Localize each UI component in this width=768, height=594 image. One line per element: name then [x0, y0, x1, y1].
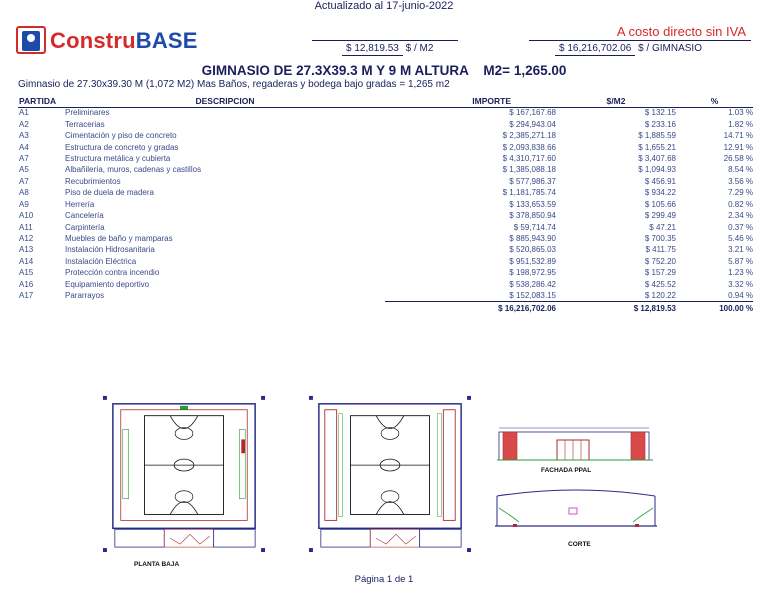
cell-partida: A17 — [19, 291, 34, 301]
cell-descripcion: Equipamiento deportivo — [65, 279, 150, 289]
cell-m2: $ 934.22 — [644, 188, 676, 198]
cell-descripcion: Estructura metálica y cubierta — [65, 153, 171, 163]
cell-m2: $ 456.91 — [644, 176, 676, 186]
cell-pct: 3.32 % — [728, 279, 753, 289]
cell-importe: $ 951,532.89 — [509, 256, 556, 266]
table-row — [18, 279, 753, 290]
cell-descripcion: Instalación Eléctrica — [65, 256, 137, 266]
cell-importe: $ 378,850.94 — [509, 211, 556, 221]
cell-partida: A7 — [19, 153, 29, 163]
total-pct: 100.00 % — [676, 301, 753, 315]
cell-empty — [18, 301, 65, 315]
cell-importe: $ 520,865.03 — [509, 245, 556, 255]
cell-partida: A13 — [19, 245, 34, 255]
cell-importe: $ 1,385,088.18 — [502, 165, 556, 175]
cell-descripcion: Carpintería — [65, 222, 105, 232]
cell-partida: A14 — [19, 256, 34, 266]
cell-partida: A16 — [19, 279, 34, 289]
kpi-cost-per-m2 — [342, 43, 433, 56]
cell-partida: A8 — [19, 188, 29, 198]
cell-descripcion: Instalación Hidrosanitaria — [65, 245, 155, 255]
table-row — [18, 244, 753, 255]
cell-m2: $ 3,407.68 — [638, 153, 676, 163]
kpi-total-cost-unit: $ / GIMNASIO — [638, 43, 702, 54]
cell-importe: $ 885,943.90 — [509, 234, 556, 244]
cell-partida: A4 — [19, 142, 29, 152]
cell-pct: 1.03 % — [728, 108, 753, 118]
cell-m2: $ 700.35 — [644, 234, 676, 244]
cost-note: A costo directo sin IVA — [616, 24, 746, 39]
total-importe: $ 16,216,702.06 — [385, 301, 556, 315]
budget-table-body — [18, 107, 753, 315]
cell-descripcion: Albañilería, muros, cadenas y castillos — [65, 165, 202, 175]
planta-alta-drawing — [306, 389, 474, 555]
corte-drawing — [493, 486, 659, 530]
cell-m2: $ 157.29 — [644, 268, 676, 278]
cell-m2: $ 132.15 — [644, 108, 676, 118]
cell-empty — [65, 301, 385, 315]
cell-descripcion: Cimentación y piso de concreto — [65, 131, 177, 141]
cell-importe: $ 1,181,785.74 — [502, 188, 556, 198]
cell-descripcion: Terracerias — [65, 119, 105, 129]
cell-m2: $ 233.16 — [644, 119, 676, 129]
cell-importe: $ 2,385,271.18 — [502, 131, 556, 141]
cell-pct: 2.34 % — [728, 211, 753, 221]
table-row — [18, 210, 753, 221]
table-row — [18, 107, 753, 118]
table-row — [18, 164, 753, 175]
cell-partida: A15 — [19, 268, 34, 278]
page-footer: Página 1 de 1 — [354, 574, 414, 585]
cell-pct: 0.37 % — [728, 222, 753, 232]
cell-pct: 0.94 % — [728, 290, 753, 300]
col-partida: PARTIDA — [18, 96, 65, 107]
kpi-total-rule — [529, 40, 751, 41]
table-row — [18, 141, 753, 152]
cell-pct: 5.46 % — [728, 234, 753, 244]
cell-partida: A2 — [19, 119, 29, 129]
table-row — [18, 221, 753, 232]
col-importe: IMPORTE — [385, 96, 556, 107]
cell-m2: $ 1,885.59 — [638, 131, 676, 141]
cell-importe: $ 294,943.04 — [509, 119, 556, 129]
cell-pct: 0.82 % — [728, 199, 753, 209]
cell-partida: A11 — [19, 222, 33, 232]
cell-partida: A1 — [19, 108, 29, 118]
cell-descripcion: Cancelería — [65, 211, 104, 221]
fachada-caption: FACHADA PPAL — [541, 467, 592, 474]
col-m2: $/M2 — [556, 96, 676, 107]
table-row — [18, 130, 753, 141]
cell-importe: $ 59,714.74 — [513, 222, 556, 232]
planta-baja-caption: PLANTA BAJA — [134, 561, 180, 568]
cell-m2: $ 752.20 — [644, 256, 676, 266]
cell-m2: $ 425.52 — [644, 279, 676, 289]
cell-descripcion: Recubrimientos — [65, 176, 121, 186]
cell-importe: $ 133,653.59 — [509, 199, 556, 209]
cell-m2: $ 47.21 — [649, 222, 676, 232]
cell-partida: A10 — [19, 211, 34, 221]
cell-importe: $ 2,093,838.66 — [502, 142, 556, 152]
cell-descripcion: Estructura de concreto y gradas — [65, 142, 179, 152]
cell-m2: $ 120.22 — [644, 290, 676, 300]
cell-importe: $ 167,167.68 — [509, 108, 556, 118]
kpi-cost-per-m2-unit: $ / M2 — [405, 43, 434, 54]
cell-m2: $ 411.75 — [645, 245, 676, 255]
cell-importe: $ 152,083.15 — [509, 290, 556, 300]
cell-pct: 3.21 % — [728, 245, 753, 255]
table-row — [18, 290, 753, 301]
cell-pct: 26.58 % — [723, 153, 753, 163]
col-descripcion: DESCRIPCION — [65, 96, 385, 107]
cell-pct: 12.91 % — [723, 142, 753, 152]
kpi-total-cost-value: $ 16,216,702.06 — [555, 43, 635, 56]
cell-partida: A12 — [19, 234, 34, 244]
page-title: GIMNASIO DE 27.3X39.3 M Y 9 M ALTURA M2= 1,265.00 — [201, 63, 567, 78]
cell-importe: $ 4,310,717.60 — [502, 153, 556, 163]
page-subtitle: Gimnasio de 27.30x39.30 M (1,072 M2) Mas Baños, regaderas y bodega bajo gradas = 1,265 m2 — [18, 79, 450, 90]
table-row — [18, 267, 753, 278]
updated-date: Actualizado al 17-junio-2022 — [314, 0, 454, 12]
cell-m2: $ 1,655.21 — [638, 142, 676, 152]
table-row — [18, 233, 753, 244]
cell-m2: $ 1,094.93 — [638, 165, 676, 175]
table-row — [18, 199, 753, 210]
logo-text-part2: BASE — [135, 28, 198, 53]
table-row — [18, 176, 753, 187]
worker-icon — [16, 26, 46, 54]
cell-pct: 1.23 % — [728, 268, 753, 278]
kpi-total-cost — [555, 43, 702, 56]
table-row — [18, 256, 753, 267]
cell-pct: 14.71 % — [723, 131, 753, 141]
cell-importe: $ 577,986.37 — [509, 176, 556, 186]
table-row — [18, 187, 753, 198]
cell-m2: $ 299.49 — [644, 211, 676, 221]
construbase-logo — [16, 26, 206, 56]
cell-pct: 3.56 % — [728, 176, 753, 186]
kpi-m2-rule — [312, 40, 458, 41]
planta-baja-drawing — [100, 389, 268, 555]
cell-partida: A5 — [19, 165, 29, 175]
table-row — [18, 153, 753, 164]
fachada-drawing — [495, 414, 655, 464]
table-total-row — [18, 301, 753, 315]
total-m2: $ 12,819.53 — [556, 301, 676, 315]
cell-m2: $ 105.66 — [644, 199, 676, 209]
cell-descripcion: Protección contra incendio — [65, 268, 160, 278]
cell-partida: A7 — [19, 176, 29, 186]
cell-importe: $ 198,972.95 — [509, 268, 556, 278]
col-pct: % — [676, 96, 753, 107]
cell-descripcion: Muebles de baño y mamparas — [65, 234, 173, 244]
cell-partida: A3 — [19, 131, 29, 141]
budget-table — [18, 96, 753, 315]
cell-descripcion: Preliminares — [65, 108, 110, 118]
cell-pct: 1.82 % — [728, 119, 753, 129]
cell-pct: 8.54 % — [728, 165, 753, 175]
corte-caption: CORTE — [568, 541, 591, 548]
table-row — [18, 118, 753, 129]
logo-text-part1: Constru — [50, 28, 136, 53]
cell-pct: 7.29 % — [728, 188, 753, 198]
kpi-cost-per-m2-value: $ 12,819.53 — [342, 43, 403, 56]
cell-descripcion: Herrería — [65, 199, 95, 209]
cell-pct: 5.87 % — [728, 256, 753, 266]
cell-partida: A9 — [19, 199, 29, 209]
table-header-row — [18, 96, 753, 107]
cell-descripcion: Pararrayos — [65, 291, 105, 301]
cell-descripcion: Piso de duela de madera — [65, 188, 154, 198]
cell-importe: $ 538,286.42 — [509, 279, 556, 289]
